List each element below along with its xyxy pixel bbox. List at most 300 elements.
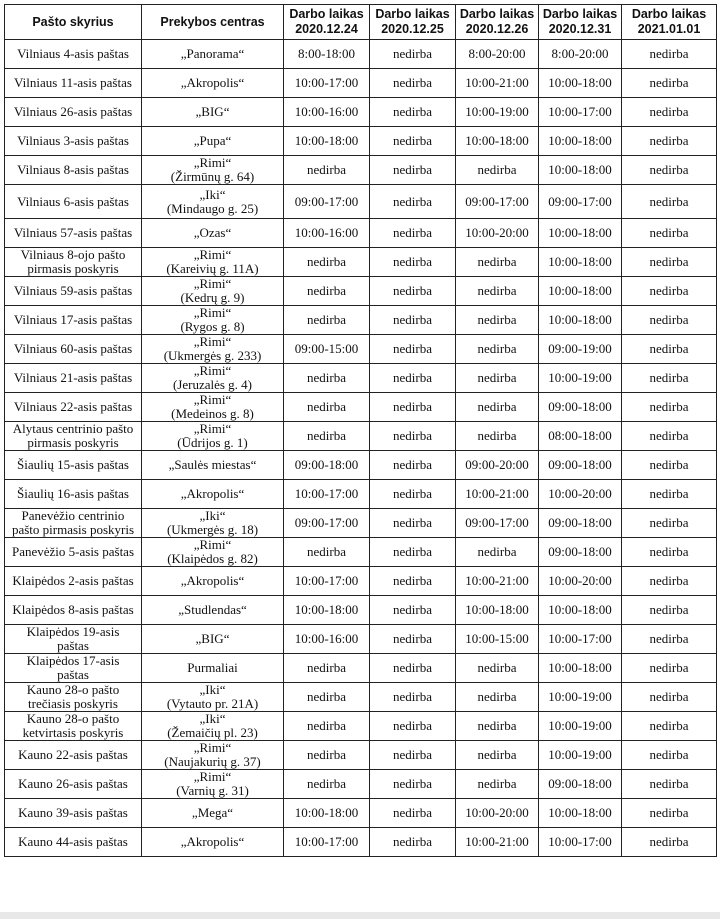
branch-cell bbox=[5, 741, 142, 770]
hours-cell: 10:00-18:00 bbox=[539, 277, 622, 306]
table-row bbox=[5, 185, 717, 219]
hours-cell: nedirba bbox=[622, 248, 717, 277]
hours-cell: nedirba bbox=[622, 156, 717, 185]
hours-cell: 09:00-20:00 bbox=[456, 451, 539, 480]
branch-cell-line: Vilniaus 17-asis paštas bbox=[13, 312, 133, 327]
center-cell bbox=[142, 156, 284, 185]
document-page bbox=[4, 4, 716, 912]
center-cell-line: „Rimi“ bbox=[193, 769, 232, 784]
branch-cell-line: Vilniaus 4-asis paštas bbox=[17, 46, 129, 61]
hours-cell: nedirba bbox=[284, 770, 370, 799]
hours-cell: 09:00-17:00 bbox=[284, 509, 370, 538]
table-row bbox=[5, 248, 717, 277]
hours-cell: nedirba bbox=[622, 480, 717, 509]
hours-cell: nedirba bbox=[370, 185, 456, 219]
hours-cell: 10:00-18:00 bbox=[539, 127, 622, 156]
center-cell-line: (Jeruzalės g. 4) bbox=[172, 377, 253, 392]
center-cell bbox=[142, 98, 284, 127]
table-row bbox=[5, 683, 717, 712]
center-cell-line: „Akropolis“ bbox=[180, 573, 245, 588]
center-cell-line: (Klaipėdos g. 82) bbox=[167, 551, 258, 566]
hours-cell: nedirba bbox=[456, 422, 539, 451]
center-cell bbox=[142, 306, 284, 335]
hours-cell: 10:00-18:00 bbox=[456, 127, 539, 156]
table-row bbox=[5, 770, 717, 799]
hours-cell: nedirba bbox=[370, 654, 456, 683]
post-office-hours-table bbox=[4, 4, 717, 857]
branch-cell-line: Vilniaus 22-asis paštas bbox=[13, 399, 133, 414]
hours-cell: 10:00-19:00 bbox=[539, 741, 622, 770]
center-cell bbox=[142, 277, 284, 306]
hours-cell: nedirba bbox=[622, 364, 717, 393]
hours-cell: nedirba bbox=[456, 741, 539, 770]
hours-cell: nedirba bbox=[370, 335, 456, 364]
center-cell-line: „Akropolis“ bbox=[180, 834, 245, 849]
center-cell-line: Purmaliai bbox=[187, 660, 238, 675]
center-cell bbox=[142, 480, 284, 509]
center-cell-line: „Iki“ bbox=[199, 682, 226, 697]
center-cell bbox=[142, 683, 284, 712]
branch-cell-line: Kauno 39-asis paštas bbox=[18, 805, 128, 820]
hours-cell: 10:00-21:00 bbox=[456, 69, 539, 98]
hours-cell: 09:00-17:00 bbox=[284, 185, 370, 219]
branch-cell-line: Vilniaus 6-asis paštas bbox=[17, 193, 129, 209]
center-cell bbox=[142, 185, 284, 219]
hours-cell: nedirba bbox=[622, 596, 717, 625]
branch-cell bbox=[5, 509, 142, 538]
hours-cell: nedirba bbox=[622, 306, 717, 335]
hours-cell: nedirba bbox=[622, 40, 717, 69]
hours-cell: nedirba bbox=[456, 654, 539, 683]
hours-cell: nedirba bbox=[284, 712, 370, 741]
hours-cell: nedirba bbox=[622, 712, 717, 741]
hours-cell: nedirba bbox=[284, 306, 370, 335]
hours-cell: 10:00-17:00 bbox=[539, 828, 622, 857]
hours-cell: nedirba bbox=[622, 393, 717, 422]
hours-cell: nedirba bbox=[370, 451, 456, 480]
table-row bbox=[5, 306, 717, 335]
hours-cell: nedirba bbox=[370, 219, 456, 248]
table-row bbox=[5, 712, 717, 741]
header-date-3 bbox=[456, 5, 539, 40]
hours-cell: nedirba bbox=[456, 712, 539, 741]
header-date-4-date: 2020.12.31 bbox=[548, 22, 612, 36]
table-row bbox=[5, 127, 717, 156]
hours-cell: 10:00-18:00 bbox=[539, 306, 622, 335]
hours-cell: nedirba bbox=[456, 248, 539, 277]
hours-cell: 10:00-20:00 bbox=[539, 480, 622, 509]
branch-cell bbox=[5, 538, 142, 567]
table-row bbox=[5, 480, 717, 509]
branch-cell bbox=[5, 799, 142, 828]
branch-cell bbox=[5, 393, 142, 422]
hours-cell: nedirba bbox=[370, 98, 456, 127]
hours-cell: 10:00-18:00 bbox=[539, 219, 622, 248]
hours-cell: 8:00-18:00 bbox=[284, 40, 370, 69]
hours-cell: 10:00-21:00 bbox=[456, 567, 539, 596]
hours-cell: nedirba bbox=[456, 156, 539, 185]
center-cell-line: (Mindaugo g. 25) bbox=[166, 200, 259, 216]
table-row bbox=[5, 799, 717, 828]
hours-cell: 10:00-15:00 bbox=[456, 625, 539, 654]
branch-cell-line: trečiasis poskyris bbox=[28, 696, 118, 711]
center-cell-line: „Ozas“ bbox=[193, 225, 232, 240]
table-header-row bbox=[5, 5, 717, 40]
hours-cell: nedirba bbox=[284, 422, 370, 451]
hours-cell: nedirba bbox=[622, 567, 717, 596]
center-cell-line: „Rimi“ bbox=[193, 537, 232, 552]
hours-cell: nedirba bbox=[622, 654, 717, 683]
hours-cell: nedirba bbox=[284, 156, 370, 185]
branch-cell-line: Panevėžio centrinio bbox=[21, 508, 125, 523]
hours-cell: nedirba bbox=[370, 538, 456, 567]
hours-cell: 10:00-16:00 bbox=[284, 98, 370, 127]
header-date-3-label: Darbo laikas bbox=[459, 7, 535, 21]
branch-cell-line: Vilniaus 26-asis paštas bbox=[13, 104, 133, 119]
center-cell bbox=[142, 69, 284, 98]
branch-cell bbox=[5, 306, 142, 335]
hours-cell: nedirba bbox=[370, 248, 456, 277]
header-date-3-date: 2020.12.26 bbox=[465, 22, 529, 36]
hours-cell: nedirba bbox=[456, 364, 539, 393]
center-cell bbox=[142, 40, 284, 69]
hours-cell: nedirba bbox=[370, 683, 456, 712]
center-cell bbox=[142, 828, 284, 857]
branch-cell-line: Vilniaus 21-asis paštas bbox=[13, 370, 133, 385]
branch-cell bbox=[5, 451, 142, 480]
hours-cell: nedirba bbox=[622, 127, 717, 156]
branch-cell-line: Panevėžio 5-asis paštas bbox=[11, 544, 135, 559]
hours-cell: nedirba bbox=[456, 335, 539, 364]
hours-cell: nedirba bbox=[622, 538, 717, 567]
hours-cell: nedirba bbox=[370, 770, 456, 799]
center-cell bbox=[142, 596, 284, 625]
center-cell-line: „Akropolis“ bbox=[180, 75, 245, 90]
hours-cell: nedirba bbox=[370, 712, 456, 741]
center-cell-line: „Rimi“ bbox=[193, 421, 232, 436]
hours-cell: 08:00-18:00 bbox=[539, 422, 622, 451]
branch-cell bbox=[5, 335, 142, 364]
header-center: Prekybos centras bbox=[142, 5, 284, 40]
branch-cell-line: pirmasis poskyris bbox=[27, 435, 119, 450]
center-cell-line: „Iki“ bbox=[199, 508, 226, 523]
center-cell-line: „Rimi“ bbox=[193, 392, 232, 407]
branch-cell-line: Klaipėdos 17-asis bbox=[26, 653, 120, 668]
hours-cell: nedirba bbox=[370, 741, 456, 770]
branch-cell bbox=[5, 127, 142, 156]
hours-cell: nedirba bbox=[622, 625, 717, 654]
branch-cell-line: Vilniaus 59-asis paštas bbox=[13, 283, 133, 298]
branch-cell bbox=[5, 277, 142, 306]
center-cell-line: „Rimi“ bbox=[193, 334, 232, 349]
hours-cell: 10:00-18:00 bbox=[539, 654, 622, 683]
hours-cell: 10:00-18:00 bbox=[284, 799, 370, 828]
center-cell-line: (Ukmergės g. 233) bbox=[163, 348, 262, 363]
center-cell-line: (Kareivių g. 11A) bbox=[166, 261, 259, 276]
hours-cell: 09:00-18:00 bbox=[539, 770, 622, 799]
hours-cell: nedirba bbox=[284, 364, 370, 393]
center-cell-line: (Naujakurių g. 37) bbox=[164, 754, 261, 769]
branch-cell bbox=[5, 828, 142, 857]
hours-cell: nedirba bbox=[622, 98, 717, 127]
table-row bbox=[5, 364, 717, 393]
hours-cell: nedirba bbox=[370, 40, 456, 69]
hours-cell: nedirba bbox=[370, 69, 456, 98]
hours-cell: nedirba bbox=[370, 828, 456, 857]
hours-cell: 10:00-20:00 bbox=[456, 799, 539, 828]
table-row bbox=[5, 156, 717, 185]
branch-cell bbox=[5, 219, 142, 248]
center-cell-line: (Kedrų g. 9) bbox=[180, 290, 245, 305]
header-date-5-date: 2021.01.01 bbox=[637, 22, 701, 36]
hours-cell: nedirba bbox=[370, 393, 456, 422]
table-row bbox=[5, 98, 717, 127]
center-cell-line: „Rimi“ bbox=[193, 740, 232, 755]
hours-cell: nedirba bbox=[370, 596, 456, 625]
center-cell-line: „Saulės miestas“ bbox=[168, 457, 257, 472]
branch-cell-line: ketvirtasis poskyris bbox=[22, 725, 124, 740]
center-cell bbox=[142, 364, 284, 393]
hours-cell: nedirba bbox=[456, 393, 539, 422]
table-row bbox=[5, 538, 717, 567]
hours-cell: 09:00-18:00 bbox=[539, 393, 622, 422]
hours-cell: nedirba bbox=[622, 185, 717, 219]
table-row bbox=[5, 596, 717, 625]
center-cell-line: „Rimi“ bbox=[193, 305, 232, 320]
hours-cell: 10:00-20:00 bbox=[539, 567, 622, 596]
hours-cell: nedirba bbox=[622, 828, 717, 857]
branch-cell-line: Alytaus centrinio pašto bbox=[12, 421, 134, 436]
branch-cell-line: Vilniaus 8-ojo pašto bbox=[20, 247, 126, 262]
table-row bbox=[5, 567, 717, 596]
table-row bbox=[5, 69, 717, 98]
header-date-2-date: 2020.12.25 bbox=[381, 22, 444, 36]
center-cell-line: „Iki“ bbox=[199, 711, 226, 726]
hours-cell: nedirba bbox=[370, 127, 456, 156]
branch-cell-line: Vilniaus 60-asis paštas bbox=[13, 341, 133, 356]
hours-cell: 10:00-19:00 bbox=[539, 712, 622, 741]
center-cell bbox=[142, 422, 284, 451]
hours-cell: nedirba bbox=[622, 509, 717, 538]
hours-cell: nedirba bbox=[284, 538, 370, 567]
header-date-5 bbox=[622, 5, 717, 40]
branch-cell-line: Klaipėdos 8-asis paštas bbox=[12, 602, 134, 617]
branch-cell-line: Vilniaus 57-asis paštas bbox=[13, 225, 133, 240]
hours-cell: nedirba bbox=[370, 625, 456, 654]
hours-cell: nedirba bbox=[370, 306, 456, 335]
hours-cell: nedirba bbox=[370, 422, 456, 451]
center-cell-line: (Žirmūnų g. 64) bbox=[170, 169, 255, 184]
hours-cell: nedirba bbox=[622, 335, 717, 364]
center-cell bbox=[142, 127, 284, 156]
hours-cell: 8:00-20:00 bbox=[456, 40, 539, 69]
hours-cell: nedirba bbox=[370, 277, 456, 306]
header-date-4 bbox=[539, 5, 622, 40]
hours-cell: nedirba bbox=[622, 770, 717, 799]
hours-cell: nedirba bbox=[284, 683, 370, 712]
center-cell bbox=[142, 219, 284, 248]
center-cell bbox=[142, 248, 284, 277]
table-row bbox=[5, 654, 717, 683]
hours-cell: nedirba bbox=[284, 741, 370, 770]
hours-cell: nedirba bbox=[370, 799, 456, 828]
hours-cell: 10:00-17:00 bbox=[284, 69, 370, 98]
hours-cell: 10:00-18:00 bbox=[539, 248, 622, 277]
center-cell-line: (Vytauto pr. 21A) bbox=[166, 696, 259, 711]
branch-cell-line: paštas bbox=[57, 638, 89, 653]
center-cell-line: „Mega“ bbox=[191, 805, 234, 820]
center-cell bbox=[142, 335, 284, 364]
center-cell-line: (Ukmergės g. 18) bbox=[166, 522, 259, 537]
branch-cell-line: pašto pirmasis poskyris bbox=[11, 522, 135, 537]
page-bottom-edge bbox=[0, 912, 720, 919]
hours-cell: 09:00-19:00 bbox=[539, 335, 622, 364]
header-date-4-label: Darbo laikas bbox=[542, 7, 618, 21]
branch-cell bbox=[5, 40, 142, 69]
hours-cell: 10:00-20:00 bbox=[456, 219, 539, 248]
hours-cell: nedirba bbox=[622, 277, 717, 306]
header-date-2-label: Darbo laikas bbox=[375, 7, 450, 21]
hours-cell: 10:00-18:00 bbox=[284, 127, 370, 156]
table-row bbox=[5, 40, 717, 69]
hours-cell: 09:00-18:00 bbox=[539, 451, 622, 480]
branch-cell-line: pirmasis poskyris bbox=[27, 261, 119, 276]
center-cell bbox=[142, 393, 284, 422]
hours-cell: 09:00-17:00 bbox=[456, 509, 539, 538]
branch-cell bbox=[5, 712, 142, 741]
table-body bbox=[5, 40, 717, 857]
center-cell bbox=[142, 654, 284, 683]
table-row bbox=[5, 422, 717, 451]
table-row bbox=[5, 219, 717, 248]
branch-cell bbox=[5, 770, 142, 799]
hours-cell: nedirba bbox=[456, 683, 539, 712]
center-cell-line: „Akropolis“ bbox=[180, 486, 245, 501]
center-cell-line: „Rimi“ bbox=[193, 247, 232, 262]
branch-cell bbox=[5, 69, 142, 98]
branch-cell-line: Vilniaus 3-asis paštas bbox=[17, 133, 129, 148]
branch-cell-line: Vilniaus 11-asis paštas bbox=[14, 75, 132, 90]
branch-cell-line: Šiaulių 16-asis paštas bbox=[17, 486, 129, 501]
branch-cell bbox=[5, 248, 142, 277]
center-cell-line: „Rimi“ bbox=[193, 363, 232, 378]
header-date-1 bbox=[284, 5, 370, 40]
branch-cell bbox=[5, 596, 142, 625]
header-branch: Pašto skyrius bbox=[5, 5, 142, 40]
hours-cell: 8:00-20:00 bbox=[539, 40, 622, 69]
table-row bbox=[5, 828, 717, 857]
table-row bbox=[5, 451, 717, 480]
center-cell bbox=[142, 770, 284, 799]
hours-cell: 10:00-17:00 bbox=[539, 625, 622, 654]
hours-cell: nedirba bbox=[456, 277, 539, 306]
hours-cell: nedirba bbox=[456, 538, 539, 567]
hours-cell: nedirba bbox=[370, 364, 456, 393]
branch-cell-line: Kauno 44-asis paštas bbox=[18, 834, 128, 849]
hours-cell: 09:00-17:00 bbox=[539, 185, 622, 219]
hours-cell: 10:00-18:00 bbox=[456, 596, 539, 625]
hours-cell: nedirba bbox=[622, 451, 717, 480]
hours-cell: 10:00-16:00 bbox=[284, 625, 370, 654]
hours-cell: 10:00-17:00 bbox=[284, 567, 370, 596]
hours-cell: nedirba bbox=[622, 741, 717, 770]
branch-cell bbox=[5, 683, 142, 712]
hours-cell: 10:00-17:00 bbox=[539, 98, 622, 127]
center-cell-line: „BIG“ bbox=[195, 104, 230, 119]
table-row bbox=[5, 509, 717, 538]
center-cell bbox=[142, 509, 284, 538]
branch-cell bbox=[5, 654, 142, 683]
center-cell bbox=[142, 451, 284, 480]
hours-cell: 10:00-16:00 bbox=[284, 219, 370, 248]
branch-cell bbox=[5, 625, 142, 654]
hours-cell: nedirba bbox=[370, 156, 456, 185]
branch-cell-line: Kauno 28-o pašto bbox=[26, 711, 120, 726]
branch-cell-line: Klaipėdos 2-asis paštas bbox=[12, 573, 134, 588]
hours-cell: 10:00-21:00 bbox=[456, 480, 539, 509]
hours-cell: 10:00-18:00 bbox=[539, 799, 622, 828]
center-cell-line: „Pupa“ bbox=[193, 133, 232, 148]
branch-cell bbox=[5, 567, 142, 596]
hours-cell: nedirba bbox=[622, 219, 717, 248]
center-cell-line: „Rimi“ bbox=[193, 276, 232, 291]
hours-cell: 10:00-19:00 bbox=[456, 98, 539, 127]
branch-cell-line: paštas bbox=[57, 667, 89, 682]
center-cell-line: „Studlendas“ bbox=[178, 602, 247, 617]
branch-cell-line: Šiaulių 15-asis paštas bbox=[17, 457, 129, 472]
table-row bbox=[5, 741, 717, 770]
center-cell bbox=[142, 712, 284, 741]
branch-cell bbox=[5, 185, 142, 219]
hours-cell: nedirba bbox=[456, 306, 539, 335]
branch-cell-line: Vilniaus 8-asis paštas bbox=[17, 162, 129, 177]
table-row bbox=[5, 277, 717, 306]
hours-cell: 09:00-17:00 bbox=[456, 185, 539, 219]
center-cell-line: „Rimi“ bbox=[193, 155, 232, 170]
hours-cell: 10:00-18:00 bbox=[539, 156, 622, 185]
table-row bbox=[5, 393, 717, 422]
center-cell-line: „BIG“ bbox=[195, 631, 230, 646]
branch-cell bbox=[5, 156, 142, 185]
table-row bbox=[5, 335, 717, 364]
branch-cell bbox=[5, 480, 142, 509]
branch-cell-line: Kauno 26-asis paštas bbox=[18, 776, 128, 791]
hours-cell: 10:00-17:00 bbox=[284, 828, 370, 857]
hours-cell: nedirba bbox=[284, 393, 370, 422]
branch-cell bbox=[5, 364, 142, 393]
hours-cell: nedirba bbox=[622, 422, 717, 451]
hours-cell: nedirba bbox=[622, 69, 717, 98]
hours-cell: 10:00-17:00 bbox=[284, 480, 370, 509]
hours-cell: nedirba bbox=[370, 480, 456, 509]
header-date-2 bbox=[370, 5, 456, 40]
center-cell-line: (Varnių g. 31) bbox=[176, 783, 249, 798]
center-cell-line: „Iki“ bbox=[199, 186, 226, 202]
hours-cell: 10:00-19:00 bbox=[539, 683, 622, 712]
branch-cell-line: Kauno 22-asis paštas bbox=[18, 747, 128, 762]
hours-cell: 10:00-18:00 bbox=[284, 596, 370, 625]
hours-cell: nedirba bbox=[284, 248, 370, 277]
center-cell bbox=[142, 625, 284, 654]
branch-cell bbox=[5, 98, 142, 127]
center-cell bbox=[142, 538, 284, 567]
hours-cell: 10:00-18:00 bbox=[539, 69, 622, 98]
branch-cell-line: Kauno 28-o pašto bbox=[26, 682, 120, 697]
hours-cell: 09:00-18:00 bbox=[284, 451, 370, 480]
table-row bbox=[5, 625, 717, 654]
center-cell-line: (Žemaičių pl. 23) bbox=[167, 725, 258, 740]
branch-cell-line: Klaipėdos 19-asis bbox=[26, 624, 120, 639]
